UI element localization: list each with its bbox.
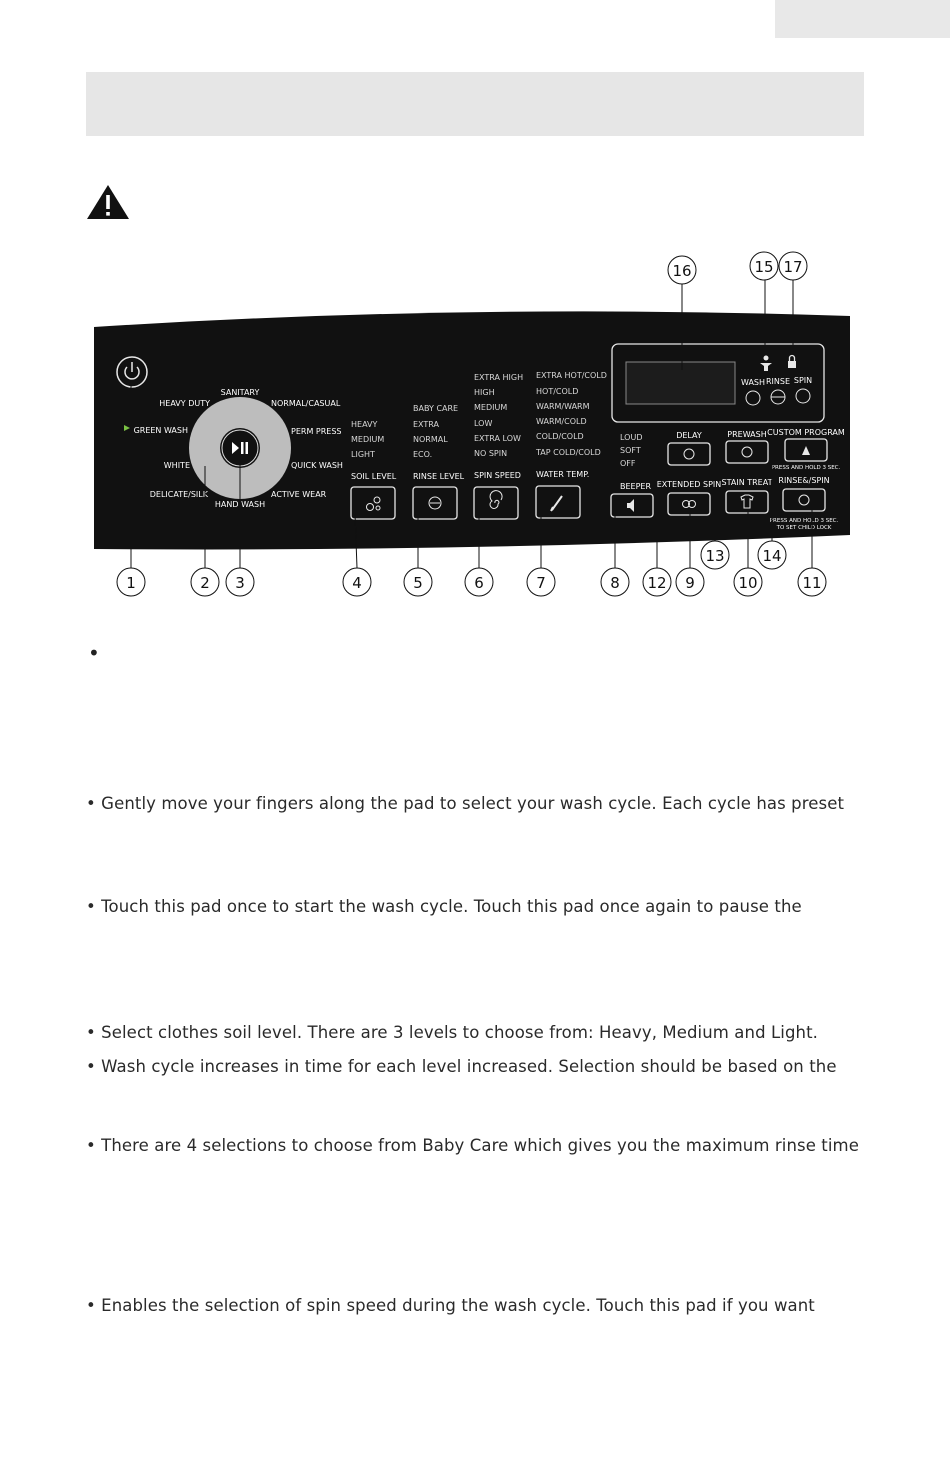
- svg-text:10: 10: [738, 574, 758, 592]
- svg-text:15: 15: [754, 258, 774, 276]
- callout-14: [758, 541, 786, 569]
- extended-spin-label: EXTENDED SPIN: [656, 480, 722, 489]
- beeper-off: OFF: [620, 459, 636, 468]
- cycle-perm-press: PERM PRESS: [291, 427, 342, 436]
- callout-9: [676, 568, 704, 596]
- paragraph-soil-level-2: • Wash cycle increases in time for each level increased. Selection should be based on the: [86, 1057, 837, 1076]
- soil-level-label: SOIL LEVEL: [351, 472, 397, 481]
- callout-3: [226, 568, 254, 596]
- svg-text:4: 4: [352, 574, 362, 592]
- temp-tap-cold-cold: TAP COLD/COLD: [536, 448, 601, 457]
- svg-text:6: 6: [474, 574, 484, 592]
- custom-program-label: CUSTOM PROGRAM: [767, 428, 845, 437]
- spin-extra-high: EXTRA HIGH: [474, 373, 524, 382]
- paragraph-soil-level-1: • Select clothes soil level. There are 3 levels to choose from: Heavy, Medium and Light.: [86, 1023, 819, 1042]
- spin-medium: MEDIUM: [474, 403, 508, 412]
- cycle-active-wear: ACTIVE WEAR: [271, 490, 327, 499]
- control-panel-diagram: [0, 250, 950, 610]
- paragraph-cycle-selector: • Gently move your fingers along the pad to select your wash cycle. Each cycle has preset: [86, 794, 845, 813]
- svg-text:8: 8: [610, 574, 620, 592]
- rinse-level-label: RINSE LEVEL: [413, 472, 465, 481]
- lcd-display: [626, 362, 735, 404]
- callout-4: [343, 568, 371, 596]
- callout-10: [734, 568, 762, 596]
- svg-text:12: 12: [647, 574, 667, 592]
- paragraph-spin-speed: • Enables the selection of spin speed during the wash cycle. Touch this pad if you want: [86, 1296, 815, 1315]
- callout-5: [404, 568, 432, 596]
- cycle-heavy-duty: HEAVY DUTY: [159, 399, 210, 408]
- cycle-quick-wash: QUICK WASH: [291, 461, 343, 470]
- callout-11: [798, 568, 826, 596]
- prewash-label: PREWASH: [727, 430, 767, 439]
- spin-low: LOW: [474, 419, 493, 428]
- callout-13: [701, 541, 729, 569]
- svg-text:3: 3: [235, 574, 245, 592]
- svg-text:14: 14: [762, 547, 782, 565]
- callout-12: [643, 568, 671, 596]
- soil-light: LIGHT: [351, 450, 375, 459]
- status-wash: WASH: [740, 378, 766, 387]
- status-spin: SPIN: [793, 376, 813, 385]
- spin-high: HIGH: [474, 388, 495, 397]
- status-rinse: RINSE: [765, 377, 791, 386]
- svg-text:2: 2: [200, 574, 210, 592]
- cycle-white: WHITE: [163, 461, 190, 470]
- temp-hot-cold: HOT/COLD: [536, 387, 579, 396]
- paragraph-rinse-level: • There are 4 selections to choose from Baby Care which gives you the maximum rinse time: [86, 1136, 859, 1155]
- beeper-label: BEEPER: [620, 482, 652, 491]
- cycle-normal-casual: NORMAL/CASUAL: [271, 399, 341, 408]
- soil-medium: MEDIUM: [351, 435, 385, 444]
- svg-text:16: 16: [672, 262, 692, 280]
- rinse-extra: EXTRA: [413, 420, 439, 429]
- svg-text:11: 11: [802, 574, 822, 592]
- rinse-eco: ECO.: [413, 450, 433, 459]
- svg-text:13: 13: [705, 547, 725, 565]
- corner-tab: [775, 0, 950, 38]
- callout-6: [465, 568, 493, 596]
- rinse-normal: NORMAL: [413, 435, 448, 444]
- callout-16: [668, 256, 696, 284]
- spin-extra-low: EXTRA LOW: [474, 434, 521, 443]
- child-lock-note-2: TO SET CHILD LOCK: [776, 525, 832, 531]
- cycle-delicate-silk: DELICATE/SILK: [149, 490, 208, 499]
- bullet-marker: •: [88, 641, 100, 665]
- svg-text:7: 7: [536, 574, 546, 592]
- beeper-loud: LOUD: [620, 433, 643, 442]
- svg-text:9: 9: [685, 574, 695, 592]
- cycle-sanitary: SANITARY: [220, 388, 260, 397]
- temp-warm-warm: WARM/WARM: [536, 402, 590, 411]
- soil-heavy: HEAVY: [351, 420, 378, 429]
- section-header-bar: [86, 72, 864, 136]
- paragraph-start-pause: • Touch this pad once to start the wash cycle. Touch this pad once again to pause the: [86, 897, 802, 916]
- callout-2: [191, 568, 219, 596]
- svg-text:1: 1: [126, 574, 136, 592]
- callout-8: [601, 568, 629, 596]
- custom-program-note: PRESS AND HOLD 3 SEC.: [771, 465, 841, 471]
- temp-warm-cold: WARM/COLD: [536, 417, 587, 426]
- delay-label: DELAY: [676, 431, 702, 440]
- temp-extra-hot-cold: EXTRA HOT/COLD: [536, 371, 607, 380]
- spin-speed-label: SPIN SPEED: [474, 471, 521, 480]
- callout-15: [750, 252, 778, 280]
- warning-icon: [86, 184, 130, 220]
- beeper-soft: SOFT: [620, 446, 641, 455]
- callout-1: [117, 568, 145, 596]
- cycle-hand-wash: HAND WASH: [214, 500, 266, 509]
- spin-no-spin: NO SPIN: [474, 449, 508, 458]
- child-lock-note-1: PRESS AND HOLD 3 SEC.: [769, 518, 839, 524]
- callout-17: [779, 252, 807, 280]
- svg-text:17: 17: [783, 258, 803, 276]
- rinse-spin-label: RINSE&/SPIN: [778, 476, 830, 485]
- callout-7: [527, 568, 555, 596]
- svg-text:5: 5: [413, 574, 423, 592]
- water-temp-label: WATER TEMP.: [536, 470, 590, 479]
- rinse-baby-care: BABY CARE: [413, 404, 459, 413]
- temp-cold-cold: COLD/COLD: [536, 432, 584, 441]
- cycle-green-wash: GREEN WASH: [133, 426, 188, 435]
- stain-treat-label: STAIN TREAT: [721, 478, 773, 487]
